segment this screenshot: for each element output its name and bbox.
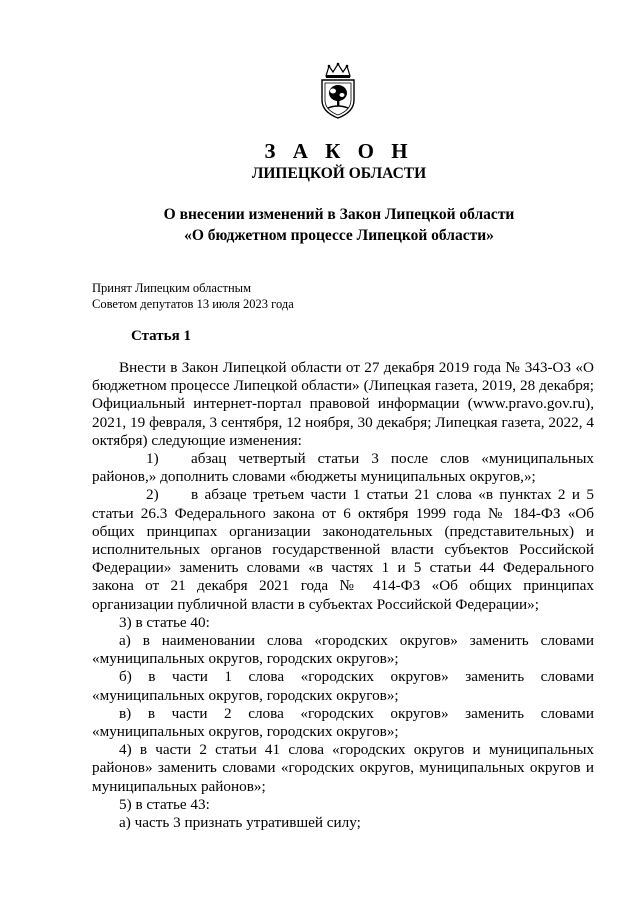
paragraph-item4: 4) в части 2 статьи 41 слова «городских округов и муниципальных районов» заменить словами «городских округов, муниципальных округов и муниципальных районов»;	[92, 741, 594, 795]
paragraph-item5: 5) в статье 43:	[119, 795, 210, 813]
law-subtitle-line1: О внесении изменений в Закон Липецкой области	[163, 206, 515, 223]
article-body	[92, 359, 594, 832]
paragraph-item2	[92, 486, 594, 613]
article-heading: Статья 1	[131, 328, 191, 344]
adoption-note	[92, 280, 294, 312]
adoption-line1: Принят Липецким областным	[92, 281, 251, 295]
item-text: абзац четвертый статьи 3 после слов «муниципальных районов,» дополнить словами «бюджеты муниципальных округов,»;	[92, 450, 594, 486]
law-subtitle-line2: «О бюджетном процессе Липецкой области»	[184, 227, 494, 244]
item-text: в абзаце третьем части 1 статьи 21 слова «в пунктах 2 и 5 статьи 26.3 Федерального закона от 6 октября 1999 года № 184-ФЗ «Об общих принципах организации законодательных (представительных) и исполнительных органов государственной власти субъектов Российской Федерации» заменить словами «в частях 1 и 5 статьи 44 Федерального закона от 21 декабря 2021 года № 414-ФЗ «Об общих принципах организации публичной власти в субъектах Российской Федерации»;	[92, 486, 594, 613]
paragraph-item3c: в) в части 2 слова «городских округов» заменить словами «муниципальных округов, городских округов»;	[92, 704, 594, 741]
paragraph-item1	[92, 450, 594, 486]
item-number: 2)	[146, 486, 159, 504]
paragraph-item3a: а) в наименовании слова «городских округов» заменить словами «муниципальных округов, городских округов»;	[92, 632, 594, 668]
region-title: ЛИПЕЦКОЙ ОБЛАСТИ	[251, 165, 427, 182]
lipetsk-coat-of-arms-icon	[318, 62, 358, 120]
paragraph-item3: 3) в статье 40:	[119, 613, 210, 631]
paragraph-intro: Внести в Закон Липецкой области от 27 декабря 2019 года № 343-ОЗ «О бюджетном процессе Липецкой области» (Липецкая газета, 2019, 28 декабря; Официальный интернет-портал правовой информации (www.pravo.gov.ru), 2021, 19 февраля, 3 сентября, 12 ноября, 30 декабря; Липецкая газета, 2022, 4 октября) следующие изменения:	[92, 359, 594, 449]
paragraph-item5a: а) часть 3 признать утратившей силу;	[119, 814, 361, 832]
item-number: 1)	[146, 450, 159, 468]
document-title: З А К О Н	[264, 139, 414, 163]
adoption-line2: Советом депутатов 13 июля 2023 года	[92, 297, 294, 311]
paragraph-item3b: б) в части 1 слова «городских округов» заменить словами «муниципальных округов, городских округов»;	[92, 668, 594, 704]
